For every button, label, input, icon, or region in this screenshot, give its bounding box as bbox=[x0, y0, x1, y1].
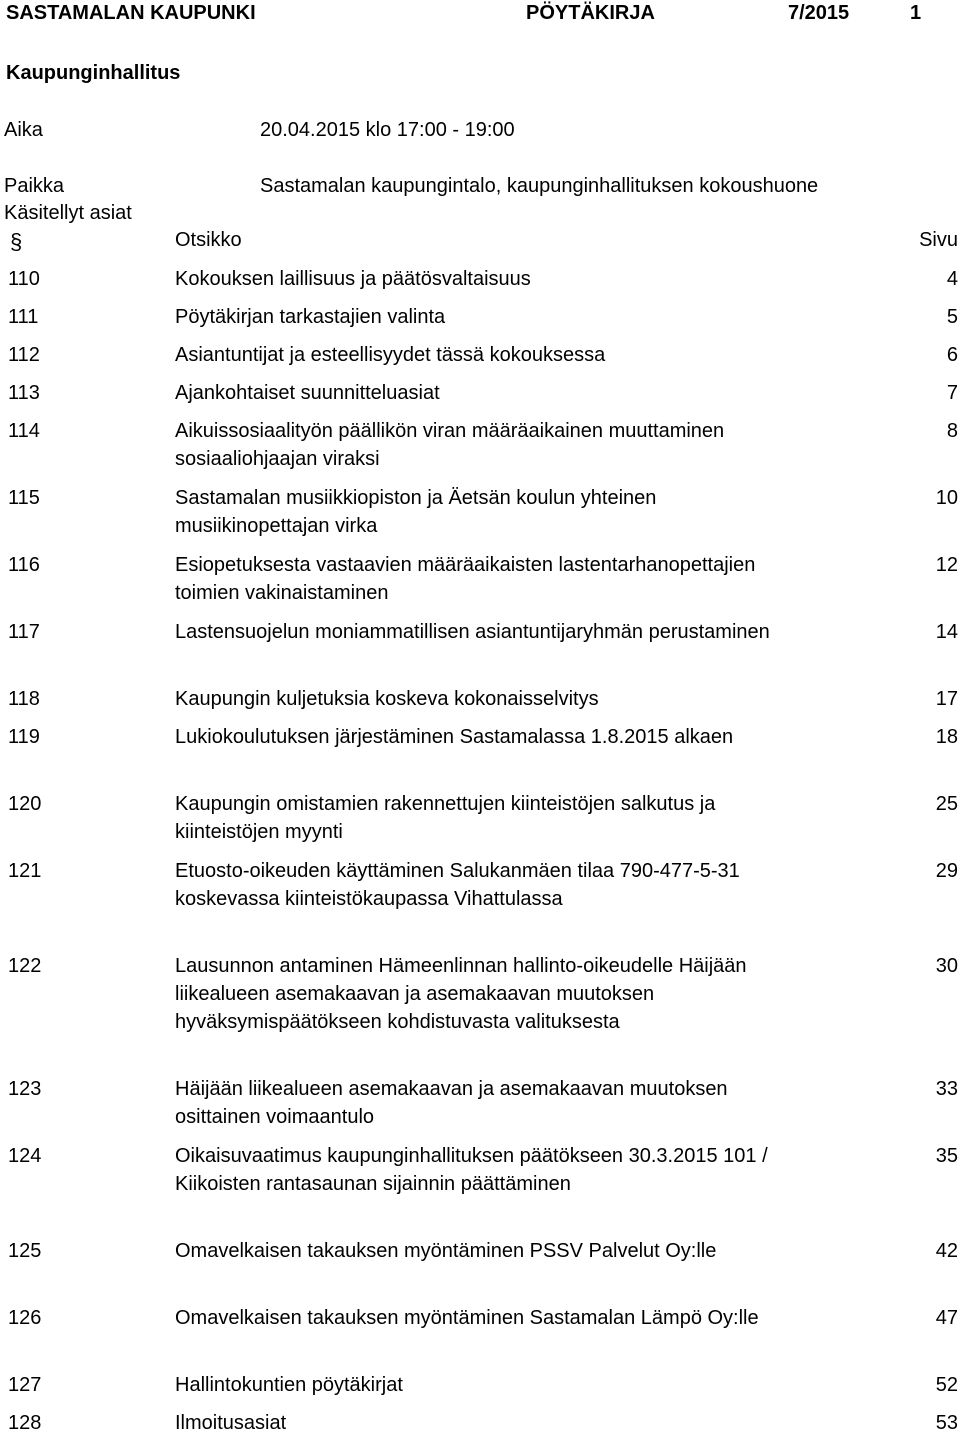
column-title: Otsikko bbox=[175, 229, 242, 251]
document-type: PÖYTÄKIRJA bbox=[526, 2, 655, 24]
item-page: 14 bbox=[935, 621, 958, 643]
item-page: 52 bbox=[935, 1374, 958, 1396]
item-title: Asiantuntijat ja esteellisyydet tässä kokouksessa bbox=[175, 344, 606, 366]
document-number: 7/2015 bbox=[788, 2, 850, 24]
item-number: 118 bbox=[8, 688, 40, 710]
item-number: 117 bbox=[8, 621, 40, 643]
item-number: 116 bbox=[8, 554, 40, 576]
agenda-item bbox=[4, 723, 958, 779]
item-title: Esiopetuksesta vastaavien määräaikaisten lastentarhanopettajien toimien vakinaistaminen bbox=[175, 554, 756, 604]
item-number: 127 bbox=[8, 1374, 42, 1396]
agenda-item bbox=[4, 790, 958, 846]
item-page: 5 bbox=[946, 306, 958, 328]
agenda-item bbox=[4, 1304, 958, 1360]
item-title: Lastensuojelun moniammatillisen asiantuntijaryhmän perustaminen bbox=[175, 621, 770, 643]
item-page: 4 bbox=[946, 268, 958, 290]
item-number: 115 bbox=[8, 487, 40, 509]
municipality-name: SASTAMALAN KAUPUNKI bbox=[6, 2, 256, 24]
item-title: Omavelkaisen takauksen myöntäminen Sastamalan Lämpö Oy:lle bbox=[175, 1307, 759, 1329]
item-number: 120 bbox=[8, 793, 42, 815]
item-title: Lukiokoulutuksen järjestäminen Sastamalassa 1.8.2015 alkaen bbox=[175, 726, 734, 748]
agenda-item bbox=[4, 484, 958, 540]
item-page: 18 bbox=[935, 726, 958, 748]
agenda-item bbox=[4, 551, 958, 607]
agenda-item bbox=[4, 618, 958, 674]
item-title: Sastamalan musiikkiopiston ja Äetsän koulun yhteinen musiikinopettajan virka bbox=[175, 487, 657, 537]
item-number: 122 bbox=[8, 955, 42, 977]
item-number: 113 bbox=[8, 382, 40, 404]
item-title: Hallintokuntien pöytäkirjat bbox=[175, 1374, 403, 1396]
item-page: 25 bbox=[935, 793, 958, 815]
agenda-item bbox=[4, 1142, 958, 1226]
organ-name: Kaupunginhallitus bbox=[6, 62, 181, 84]
item-page: 12 bbox=[935, 554, 958, 576]
item-number: 124 bbox=[8, 1145, 42, 1167]
item-page: 29 bbox=[935, 860, 958, 882]
item-page: 42 bbox=[935, 1240, 958, 1262]
document-header bbox=[6, 2, 956, 32]
item-page: 30 bbox=[935, 955, 958, 977]
agenda-item bbox=[4, 417, 958, 473]
item-number: 112 bbox=[8, 344, 40, 366]
item-title: Kokouksen laillisuus ja päätösvaltaisuus bbox=[175, 268, 531, 290]
section-sign-icon: § bbox=[10, 229, 23, 254]
agenda-item bbox=[4, 1075, 958, 1131]
agenda-item bbox=[4, 265, 958, 293]
agenda-item bbox=[4, 379, 958, 407]
agenda-item bbox=[4, 303, 958, 331]
item-number: 110 bbox=[8, 268, 40, 290]
item-page: 53 bbox=[935, 1412, 958, 1434]
meeting-time bbox=[4, 119, 515, 142]
item-title: Lausunnon antaminen Hämeenlinnan hallinto-oikeudelle Häijään liikealueen asemakaavan ja asemakaavan muutoksen hyväksymispäätökseen kohdistuvasta valituksesta bbox=[175, 955, 747, 1033]
time-value: 20.04.2015 klo 17:00 - 19:00 bbox=[260, 119, 515, 141]
time-label: Aika bbox=[4, 119, 43, 141]
item-page: 33 bbox=[935, 1078, 958, 1100]
item-number: 128 bbox=[8, 1412, 42, 1434]
item-page: 7 bbox=[946, 382, 958, 404]
item-title: Aikuissosiaalityön päällikön viran määräaikainen muuttaminen sosiaaliohjaajan viraksi bbox=[175, 420, 725, 470]
page-number: 1 bbox=[910, 2, 922, 24]
items-heading: Käsitellyt asiat bbox=[4, 202, 132, 224]
item-number: 126 bbox=[8, 1307, 42, 1329]
item-title: Kaupungin omistamien rakennettujen kiinteistöjen salkutus ja kiinteistöjen myynti bbox=[175, 793, 716, 843]
item-page: 47 bbox=[935, 1307, 958, 1329]
agenda-item bbox=[4, 1237, 958, 1293]
agenda-item bbox=[4, 341, 958, 369]
item-title: Etuosto-oikeuden käyttäminen Salukanmäen tilaa 790-477-5-31 koskevassa kiinteistökaupassa Vihattulassa bbox=[175, 860, 740, 910]
agenda-list bbox=[4, 265, 958, 1447]
item-number: 111 bbox=[8, 306, 39, 328]
item-number: 125 bbox=[8, 1240, 42, 1262]
place-value: Sastamalan kaupungintalo, kaupunginhallituksen kokoushuone bbox=[260, 175, 819, 197]
agenda-item bbox=[4, 952, 958, 1064]
place-label: Paikka bbox=[4, 175, 65, 197]
agenda-item bbox=[4, 1371, 958, 1399]
agenda-item bbox=[4, 857, 958, 941]
item-title: Oikaisuvaatimus kaupunginhallituksen päätökseen 30.3.2015 101 / Kiikoisten rantasaunan sijainnin päättäminen bbox=[175, 1145, 768, 1195]
item-number: 121 bbox=[8, 860, 42, 882]
item-title: Ilmoitusasiat bbox=[175, 1412, 287, 1434]
item-page: 8 bbox=[946, 420, 958, 442]
column-page: Sivu bbox=[919, 229, 958, 251]
item-page: 6 bbox=[946, 344, 958, 366]
item-page: 10 bbox=[935, 487, 958, 509]
agenda-item bbox=[4, 685, 958, 713]
agenda-item bbox=[4, 1409, 958, 1437]
item-title: Omavelkaisen takauksen myöntäminen PSSV Palvelut Oy:lle bbox=[175, 1240, 717, 1262]
item-page: 17 bbox=[935, 688, 958, 710]
item-page: 35 bbox=[935, 1145, 958, 1167]
item-number: 119 bbox=[8, 726, 40, 748]
item-number: 114 bbox=[8, 420, 40, 442]
column-header bbox=[4, 229, 958, 255]
item-title: Häijään liikealueen asemakaavan ja asemakaavan muutoksen osittainen voimaantulo bbox=[175, 1078, 728, 1128]
item-title: Ajankohtaiset suunnitteluasiat bbox=[175, 382, 440, 404]
item-number: 123 bbox=[8, 1078, 42, 1100]
meeting-place bbox=[4, 175, 819, 198]
item-title: Pöytäkirjan tarkastajien valinta bbox=[175, 306, 446, 328]
item-title: Kaupungin kuljetuksia koskeva kokonaisselvitys bbox=[175, 688, 599, 710]
